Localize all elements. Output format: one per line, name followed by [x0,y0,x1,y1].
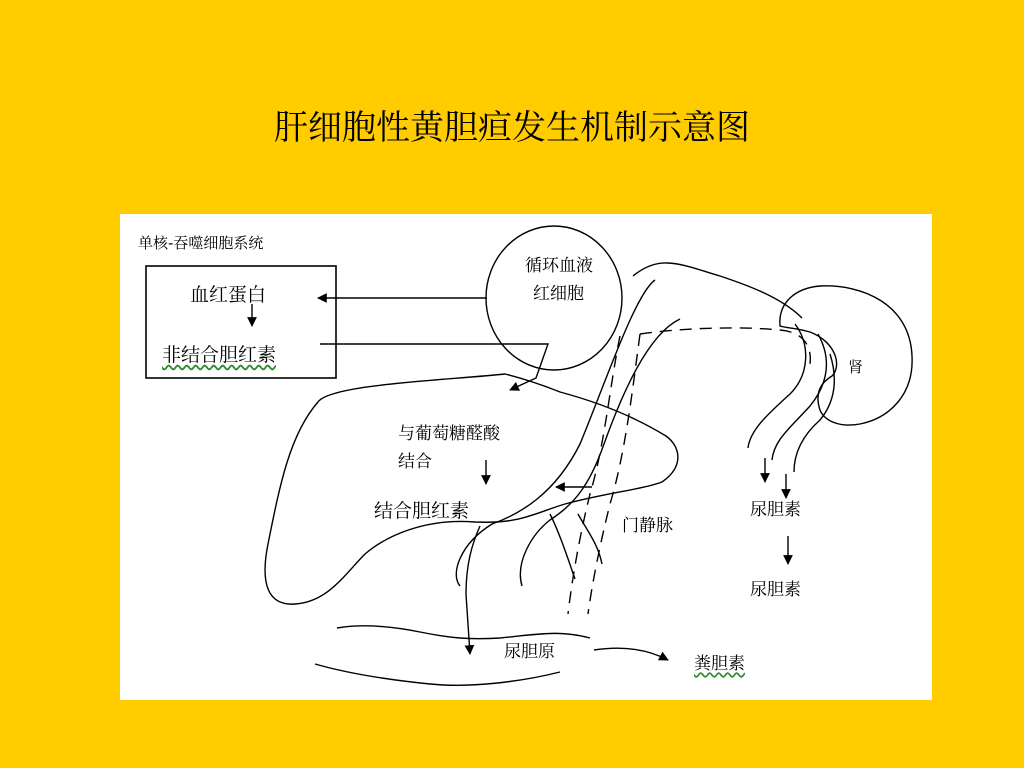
vessel-inner [520,319,680,586]
liver-outline [265,374,678,604]
ureter-3 [794,354,834,472]
label-stercobilin: 粪胆素 [694,654,745,674]
arrow-to-stercobilin [594,648,668,660]
label-circulating-blood: 循环血液 [525,256,593,276]
label-urobilinogen: 尿胆原 [504,642,555,662]
label-kidney: 肾 [848,358,864,376]
label-red-blood-cells: 红细胞 [533,284,584,304]
intestine-upper [337,626,590,639]
label-hemoglobin: 血红蛋白 [190,284,267,306]
label-urobilin-1: 尿胆素 [750,500,801,520]
label-urobilin-2: 尿胆素 [750,580,801,600]
slide-title: 肝细胞性黄胆疸发生机制示意图 [274,108,750,148]
label-unconjugated-bilirubin: 非结合胆红素 [162,344,277,366]
portal-vein-dashed-1 [568,336,620,614]
kidney-outline [780,286,912,425]
portal-branch-1 [550,514,575,579]
label-mps-system: 单核-吞噬细胞系统 [138,234,264,252]
label-conjugated-bilirubin: 结合胆红素 [374,500,470,522]
circulation-to-kidney [633,263,802,318]
ureter-1 [748,324,806,448]
label-glucuronic-line1: 与葡萄糖醛酸 [398,424,500,444]
label-portal-vein: 门静脉 [622,516,673,536]
mechanism-diagram [120,214,932,700]
arrow-bilirubin-to-liver [320,344,548,390]
intestine-lower [315,664,560,685]
label-glucuronic-line2: 结合 [398,452,432,472]
renal-dashed-path [640,328,810,364]
